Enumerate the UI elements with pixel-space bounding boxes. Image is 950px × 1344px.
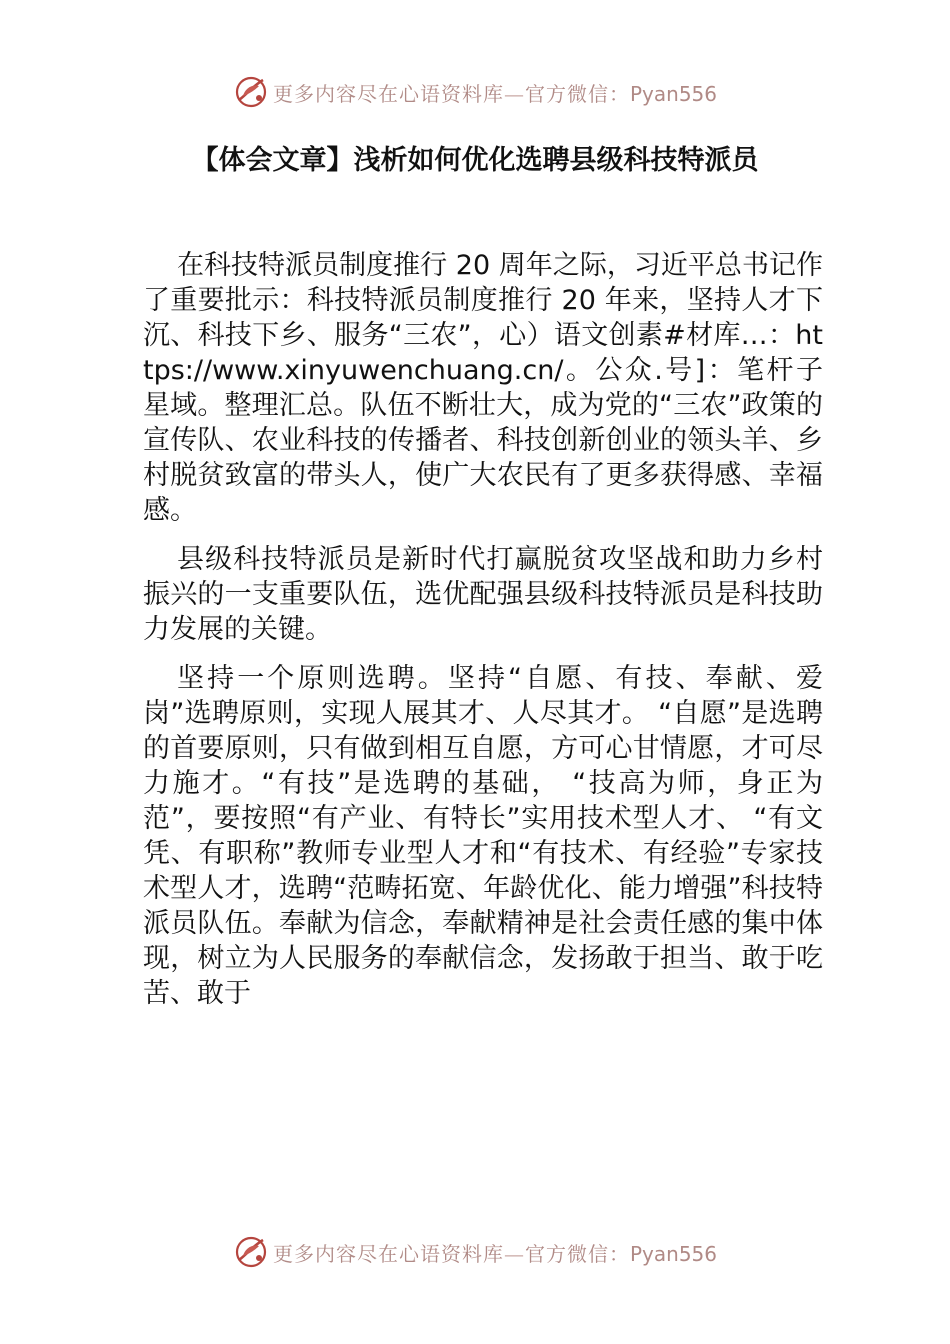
- brand-logo-icon: [233, 1234, 269, 1270]
- paragraph-2: 县级科技特派员是新时代打赢脱贫攻坚战和助力乡村振兴的一支重要队伍，选优配强县级科技特派员是科技助力发展的关键。: [143, 544, 823, 645]
- wechat-id: Pyan556: [629, 81, 717, 106]
- brand-logo-icon: [233, 74, 269, 110]
- banner-text: 更多内容尽在心语资料库—官方微信：Pyan556: [272, 81, 717, 106]
- paragraph-1: 在科技特派员制度推行 20 周年之际，习近平总书记作了重要批示：科技特派员制度推行 20 年来，坚持人才下沉、科技下乡、服务“三农”，心）语文创素#材库…：https://www.xinyuwenchuang.cn/。公众.号]：笔杆子星域。整理汇总。队伍不断壮大，成为党的“三农”政策的宣传队、农业科技的传播者、科技创新创业的领头羊、乡村脱贫致富的带头人，使广大农民有了更多获得感、幸福感。: [143, 250, 823, 526]
- paragraph-3: 坚持一个原则选聘。坚持“自愿、有技、奉献、爱岗”选聘原则，实现人展其才、人尽其才。 “自愿”是选聘的首要原则，只有做到相互自愿，方可心甘情愿，才可尽力施才。“有技”是选聘的基础， “技高为师，身正为范”，要按照“有产业、有特长”实用技术型人才、 “有文凭、有职称”教师专业型人才和“有技术、有经验”专家技术型人才，选聘“范畴拓宽、年龄优化、能力增强”科技特派员队伍。奉献为信念，奉献精神是社会责任感的集中体现，树立为人民服务的奉献信念，发扬敢于担当、敢于吃苦、敢于: [143, 663, 823, 1009]
- wechat-id: Pyan556: [629, 1241, 717, 1266]
- banner-text: 更多内容尽在心语资料库—官方微信：Pyan556: [272, 1241, 717, 1266]
- header-banner: [0, 72, 950, 112]
- article-body: [143, 248, 823, 1025]
- article-title: 【体会文章】浅析如何优化选聘县级科技特派员: [191, 145, 759, 176]
- footer-banner: [0, 1232, 950, 1272]
